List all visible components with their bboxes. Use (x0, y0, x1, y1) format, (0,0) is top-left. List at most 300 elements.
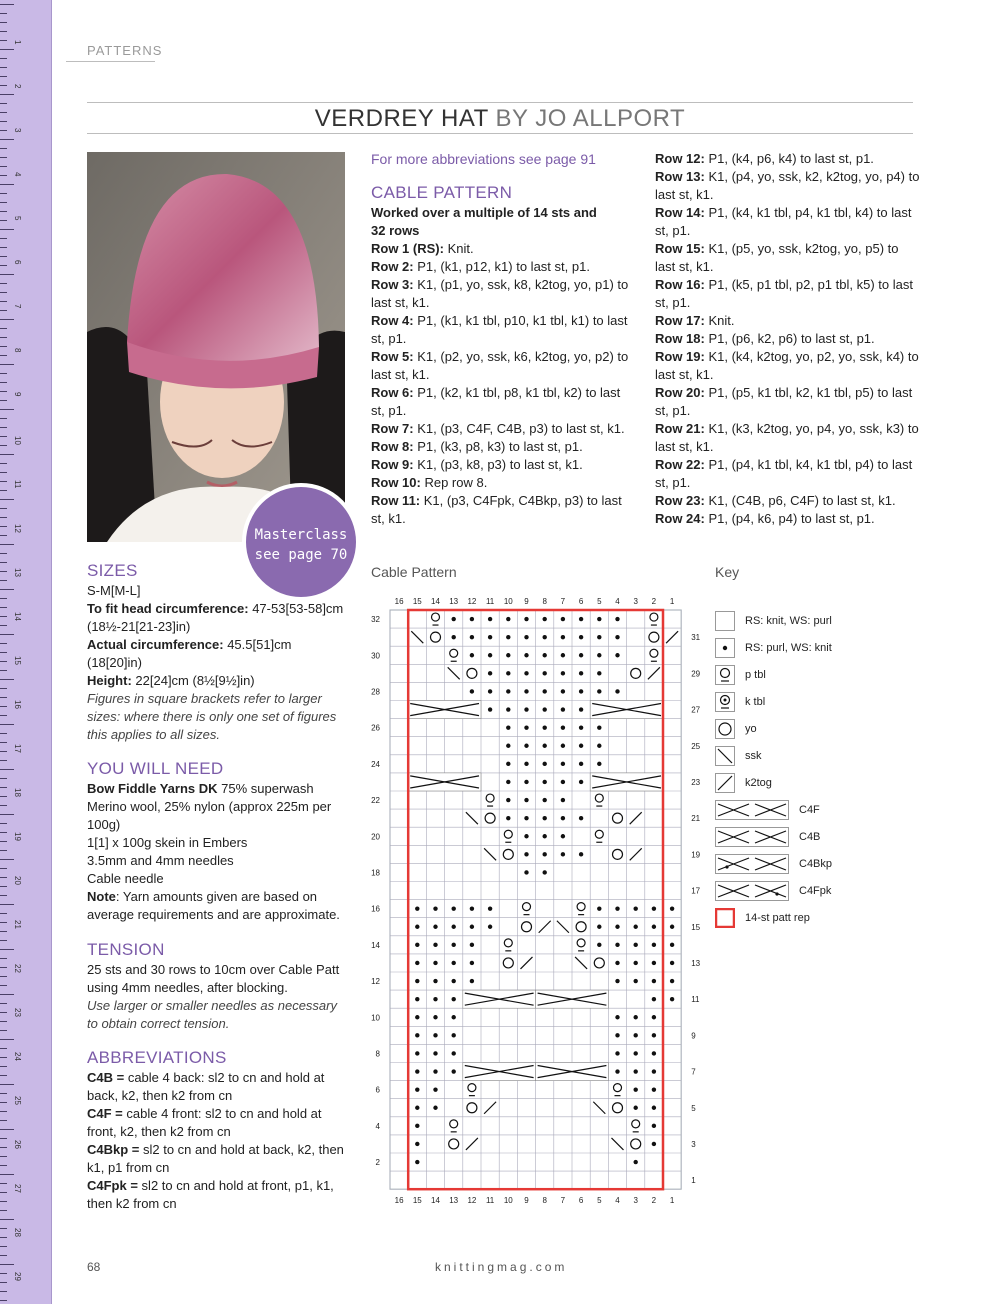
site-url[interactable]: knittingmag.com (435, 1260, 568, 1274)
purl-dot (524, 744, 528, 748)
purl-dot (488, 653, 492, 657)
ruler-tick (0, 1183, 7, 1184)
ruler-tick (0, 400, 7, 401)
purl-dot (415, 943, 419, 947)
ruler-tick (0, 616, 7, 617)
purl-dot (579, 852, 583, 856)
pattern-row-label: Row 14: (655, 205, 705, 220)
purl-dot (561, 689, 565, 693)
ruler-tick (0, 193, 7, 194)
purl-dot (433, 1051, 437, 1055)
ruler-tick (0, 697, 7, 698)
yarn-label: Bow Fiddle Yarns DK (87, 781, 218, 796)
purl-dot (579, 671, 583, 675)
ruler-tick (0, 643, 7, 644)
row-number-left: 10 (371, 1013, 380, 1023)
chart-title: Cable Pattern (371, 564, 457, 580)
ruler-tick (0, 1291, 7, 1292)
ruler-tick (0, 40, 7, 41)
ruler-number: 18 (13, 788, 22, 797)
pattern-row (371, 240, 631, 258)
purl-dot (543, 671, 547, 675)
purl-dot (452, 1051, 456, 1055)
purl-dot (597, 762, 601, 766)
ruler-tick (0, 1156, 7, 1157)
purl-dot (561, 762, 565, 766)
column-number-bottom: 2 (651, 1196, 657, 1206)
tension-text: 25 sts and 30 rows to 10cm over Cable Patt using 4mm needles, after blocking. (87, 962, 340, 995)
purl-dot (597, 635, 601, 639)
purl-dot (415, 1124, 419, 1128)
cable-heading: CABLE PATTERN (371, 183, 513, 202)
cable-rows-col1 (371, 240, 631, 528)
cable-rows-col2 (655, 150, 920, 528)
pattern-row-text: Knit. (443, 241, 474, 256)
c4b-icon (715, 827, 789, 847)
tension-note: Use larger or smaller needles as necessary to obtain correct tension. (87, 998, 337, 1031)
need-heading: YOU WILL NEED (87, 759, 224, 778)
pattern-row-text: P1, (k4, k1 tbl, p4, k1 tbl, k4) to last st, p1. (655, 205, 912, 238)
need-item-2: 3.5mm and 4mm needles (87, 853, 234, 868)
pattern-row-label: Row 10: (371, 475, 421, 490)
pattern-row (371, 384, 631, 420)
ruler-tick (0, 931, 7, 932)
purl-dot (415, 997, 419, 1001)
ruler-tick (0, 940, 7, 941)
purl-dot (597, 671, 601, 675)
pattern-row-label: Row 22: (655, 457, 705, 472)
ruler-tick (0, 499, 14, 500)
ruler-tick (0, 895, 7, 896)
height-line (87, 672, 349, 690)
ruler-tick (0, 220, 7, 221)
key-item (715, 746, 762, 766)
abbreviation-text: cable 4 front: sl2 to cn and hold at front, k2, then k2 from cn (87, 1106, 322, 1139)
ruler-number: 23 (13, 1008, 22, 1017)
purl-dot (670, 979, 674, 983)
purl-dot (634, 1106, 638, 1110)
ruler-tick (0, 1039, 14, 1040)
pattern-row (371, 474, 631, 492)
ruler-tick (0, 859, 14, 860)
purl-dot (470, 979, 474, 983)
ruler-number: 27 (13, 1184, 22, 1193)
pattern-row-label: Row 16: (655, 277, 705, 292)
column-number-top: 5 (597, 597, 602, 606)
fit-line (87, 600, 349, 636)
purl-dot (543, 707, 547, 711)
purl-dot (543, 744, 547, 748)
purl-dot (561, 816, 565, 820)
pattern-row-text: P1, (p6, k2, p6) to last st, p1. (704, 331, 875, 346)
ruler-tick (0, 1255, 7, 1256)
ruler-tick (0, 49, 14, 50)
purl-dot (634, 1069, 638, 1073)
pattern-row-label: Row 18: (655, 331, 705, 346)
tension-block (87, 961, 349, 1033)
purl-dot (652, 997, 656, 1001)
pattern-row-text: K1, (p3, k8, p3) to last st, k1. (413, 457, 583, 472)
ruler-tick (0, 535, 7, 536)
c4bkp-icon (715, 854, 789, 874)
pattern-row-label: Row 4: (371, 313, 414, 328)
ruler-tick (0, 4, 14, 5)
purl-dot (433, 979, 437, 983)
ruler-number: 12 (13, 524, 22, 533)
purl-dot (543, 617, 547, 621)
purl-dot (561, 798, 565, 802)
purl-dot (470, 961, 474, 965)
key-label: C4Fpk (799, 885, 832, 897)
row-number-right: 23 (691, 777, 701, 787)
pattern-row (371, 456, 631, 474)
badge-line2: see page 70 (254, 547, 348, 563)
ruler-tick (0, 598, 7, 599)
key-item (715, 908, 810, 928)
row-number-left: 22 (371, 796, 380, 806)
purl-dot (506, 671, 510, 675)
title-byline: BY JO ALLPORT (495, 105, 686, 132)
purl-dot (615, 1069, 619, 1073)
ruler-tick (0, 1165, 7, 1166)
ruler-tick (0, 1201, 7, 1202)
purl-dot (579, 816, 583, 820)
row-number-right: 7 (691, 1067, 696, 1077)
pattern-row-label: Row 1 (RS): (371, 241, 444, 256)
ruler-tick (0, 1129, 14, 1130)
pattern-row (655, 168, 920, 204)
purl-dot (452, 906, 456, 910)
ruler-tick (0, 625, 7, 626)
purl-dot (524, 852, 528, 856)
column-number-bottom: 9 (524, 1196, 529, 1206)
ruler-tick (0, 976, 7, 977)
row-number-right: 11 (691, 995, 700, 1005)
ruler-tick (0, 922, 7, 923)
ruler-tick (0, 652, 7, 653)
purl-dot (433, 943, 437, 947)
purl-dot (561, 852, 565, 856)
ruler-number: 21 (13, 920, 22, 929)
row-number-left: 14 (371, 940, 380, 950)
purl-dot (506, 635, 510, 639)
pattern-row-label: Row 21: (655, 421, 705, 436)
ruler-tick (0, 319, 14, 320)
purl-dot (452, 943, 456, 947)
ruler-tick (0, 949, 14, 950)
pattern-row-text: P1, (p4, k6, p4) to last st, p1. (704, 511, 875, 526)
pattern-row (655, 330, 920, 348)
page-title (87, 105, 913, 133)
purl-dot (652, 1124, 656, 1128)
pattern-row-label: Row 2: (371, 259, 414, 274)
purl-dot (561, 725, 565, 729)
key-item (715, 881, 831, 901)
key-item (715, 611, 832, 631)
pattern-row (655, 384, 920, 420)
ruler-tick (0, 301, 7, 302)
purl-dot (524, 617, 528, 621)
pattern-row-text: P1, (p4, k1 tbl, k4, k1 tbl, p4) to last st, p1. (655, 457, 913, 490)
purl-dot (579, 689, 583, 693)
column-number-bottom: 3 (633, 1196, 638, 1206)
purl-dot (470, 943, 474, 947)
column-number-bottom: 8 (542, 1196, 547, 1206)
abbreviation-label: C4Bkp = (87, 1142, 140, 1157)
ruler-tick (0, 1210, 7, 1211)
rep-icon (715, 908, 735, 928)
abbreviation-label: C4Fpk = (87, 1178, 138, 1193)
abbrev-note: For more abbreviations see page 91 (371, 151, 596, 167)
purl-dot (506, 798, 510, 802)
pattern-row-label: Row 7: (371, 421, 414, 436)
purl-dot (488, 906, 492, 910)
ruler-tick (0, 832, 7, 833)
purl-dot (670, 906, 674, 910)
row-number-right: 15 (691, 922, 701, 932)
ruler-tick (0, 427, 7, 428)
pattern-row-text: P1, (k2, k1 tbl, p8, k1 tbl, k2) to last st, p1. (371, 385, 621, 418)
ruler-tick (0, 706, 7, 707)
ruler-tick (0, 454, 14, 455)
ruler-tick (0, 994, 14, 995)
ruler-tick (0, 1246, 7, 1247)
purl-dot (543, 816, 547, 820)
ruler-tick (0, 508, 7, 509)
column-number-top: 12 (467, 597, 477, 606)
pattern-row-label: Row 15: (655, 241, 705, 256)
ruler-tick (0, 913, 7, 914)
pattern-row-text: Knit. (704, 313, 735, 328)
ruler-tick (0, 1030, 7, 1031)
ruler-tick (0, 418, 7, 419)
purl-dot (597, 653, 601, 657)
purl-dot (670, 925, 674, 929)
key-item (715, 800, 820, 820)
purl-dot (634, 961, 638, 965)
purl-dot (652, 1033, 656, 1037)
purl-dot (634, 1033, 638, 1037)
abbreviations-list (87, 1069, 349, 1213)
purl-dot (506, 689, 510, 693)
ruler-number: 8 (13, 348, 22, 353)
need-item-1: 1[1] x 100g skein in Embers (87, 835, 248, 850)
column-number-bottom: 14 (431, 1196, 440, 1206)
column-number-top: 2 (651, 597, 657, 606)
row-number-left: 24 (371, 759, 380, 769)
purl-dot (561, 834, 565, 838)
k2tog-icon (715, 773, 735, 793)
ruler-tick (0, 1093, 7, 1094)
purl-dot (524, 707, 528, 711)
pattern-row (371, 492, 631, 528)
column-number-top: 8 (542, 597, 547, 606)
purl-dot (561, 617, 565, 621)
ruler-tick (0, 256, 7, 257)
purl-dot (415, 1106, 419, 1110)
column-number-bottom: 15 (412, 1196, 422, 1206)
purl-dot (579, 617, 583, 621)
key-label: p tbl (745, 669, 766, 681)
purl-dot (433, 925, 437, 929)
ruler-tick (0, 229, 14, 230)
row-number-left: 28 (371, 687, 380, 697)
ruler-tick (0, 1075, 7, 1076)
purl-dot (579, 653, 583, 657)
purl-dot (579, 707, 583, 711)
ruler-tick (0, 130, 7, 131)
purl-dot (415, 1142, 419, 1146)
purl-dot (634, 906, 638, 910)
ruler-tick (0, 904, 14, 905)
sizes-note: Figures in square brackets refer to larger sizes: where there is only one set of figures this applies to all sizes. (87, 691, 337, 742)
pattern-row (655, 240, 920, 276)
purl-dot (543, 870, 547, 874)
ruler-number: 4 (13, 172, 22, 177)
column-number-top: 7 (560, 597, 566, 606)
ruler-tick (0, 211, 7, 212)
column-number-bottom: 11 (485, 1196, 495, 1206)
row-number-right: 1 (691, 1176, 696, 1186)
pattern-row (655, 150, 920, 168)
purl-dot (615, 961, 619, 965)
ruler-tick (0, 490, 7, 491)
abbreviation-text: cable 4 back: sl2 to cn and hold at back, k2, then k2 from cn (87, 1070, 325, 1103)
pattern-row (655, 456, 920, 492)
ruler-tick (0, 571, 7, 572)
ruler-tick (0, 517, 7, 518)
pattern-row-text: P1, (k1, k1 tbl, p10, k1 tbl, k1) to last st, p1. (371, 313, 628, 346)
key-label: C4Bkp (799, 858, 833, 870)
ruler-tick (0, 985, 7, 986)
key-item (715, 638, 832, 658)
row-number-left: 32 (371, 615, 380, 625)
need-item-3: Cable needle (87, 871, 164, 886)
yarn-line (87, 780, 349, 834)
purl-dot (524, 762, 528, 766)
knit-icon (715, 611, 735, 631)
purl-dot (543, 689, 547, 693)
purl-dot (634, 1015, 638, 1019)
ruler-tick (0, 364, 14, 365)
ruler-tick (0, 661, 7, 662)
purl-dot (524, 870, 528, 874)
title-rule-bottom (87, 133, 913, 134)
ruler-tick (0, 265, 7, 266)
pattern-row-label: Row 11: (371, 493, 421, 508)
pattern-row-label: Row 20: (655, 385, 705, 400)
pattern-row-text: K1, (p2, yo, ssk, k6, k2tog, yo, p2) to last st, k1. (371, 349, 629, 382)
ruler-tick (0, 562, 7, 563)
ruler-tick (0, 670, 7, 671)
key-item (715, 719, 757, 739)
ruler-tick (0, 463, 7, 464)
ruler-tick (0, 787, 7, 788)
ruler-tick (0, 850, 7, 851)
ruler-tick (0, 769, 14, 770)
purl-dot (524, 671, 528, 675)
purl-dot (561, 653, 565, 657)
title-rule-top (87, 102, 913, 103)
ruler-tick (0, 868, 7, 869)
ruler-number: 22 (13, 964, 22, 973)
row-number-left: 2 (375, 1158, 380, 1168)
ruler-number: 7 (13, 304, 22, 309)
column-number-bottom: 6 (578, 1196, 584, 1206)
purl-dot (652, 961, 656, 965)
ruler-tick (0, 409, 14, 410)
ruler-tick (0, 1219, 14, 1220)
purl-dot (506, 653, 510, 657)
section-underline (66, 61, 155, 62)
ruler-tick (0, 157, 7, 158)
ruler-tick (0, 283, 7, 284)
purl-dot (634, 1087, 638, 1091)
purl-dot (634, 1051, 638, 1055)
ruler-number: 13 (13, 568, 22, 577)
purl-dot (597, 725, 601, 729)
pattern-row (655, 312, 920, 330)
c4fpk-icon (715, 881, 789, 901)
purl-dot (634, 1160, 638, 1164)
purl-dot (615, 1015, 619, 1019)
purl-dot (506, 707, 510, 711)
purl-dot (506, 725, 510, 729)
purl-dot (524, 834, 528, 838)
purl-dot (543, 852, 547, 856)
purl-dot (579, 635, 583, 639)
row-number-left: 16 (371, 904, 380, 914)
purl-dot (470, 617, 474, 621)
row-number-right: 21 (691, 814, 701, 824)
key-label: k2tog (745, 777, 772, 789)
pattern-row-label: Row 23: (655, 493, 705, 508)
column-number-bottom: 13 (449, 1196, 459, 1206)
key-label: C4F (799, 804, 820, 816)
ruler-tick (0, 805, 7, 806)
ruler-tick (0, 274, 14, 275)
ruler-tick (0, 607, 7, 608)
ruler-number: 10 (13, 436, 22, 445)
purl-dot (470, 653, 474, 657)
purl-dot (488, 925, 492, 929)
pattern-row-text: K1, (p3, C4Fpk, C4Bkp, p3) to last st, k1. (371, 493, 622, 526)
ruler-number: 9 (13, 392, 22, 397)
badge-line1: Masterclass (254, 527, 348, 543)
purl-dot (488, 707, 492, 711)
purl-dot (524, 653, 528, 657)
abbreviation-text: sl2 to cn and hold at front, p1, k1, then k2 from cn (87, 1178, 334, 1211)
purl-dot (452, 997, 456, 1001)
abbreviation-label: C4F = (87, 1106, 123, 1121)
section-label: PATTERNS (87, 43, 163, 58)
row-number-left: 12 (371, 977, 380, 987)
purl-dot (524, 725, 528, 729)
ruler-tick (0, 544, 14, 545)
purl-dot (415, 1033, 419, 1037)
pattern-row-text: K1, (p4, yo, ssk, k2, k2tog, yo, p4) to last st, k1. (655, 169, 920, 202)
ruler-tick (0, 337, 7, 338)
pattern-row-label: Row 9: (371, 457, 414, 472)
pattern-row-text: K1, (p5, yo, ssk, k2tog, yo, p5) to last st, k1. (655, 241, 899, 274)
purl-dot (415, 925, 419, 929)
ruler-tick (0, 1237, 7, 1238)
row-number-right: 13 (691, 958, 701, 968)
purl-dot (452, 925, 456, 929)
column-number-top: 13 (449, 597, 459, 606)
key-label: RS: knit, WS: purl (745, 615, 832, 627)
ruler-tick (0, 841, 7, 842)
